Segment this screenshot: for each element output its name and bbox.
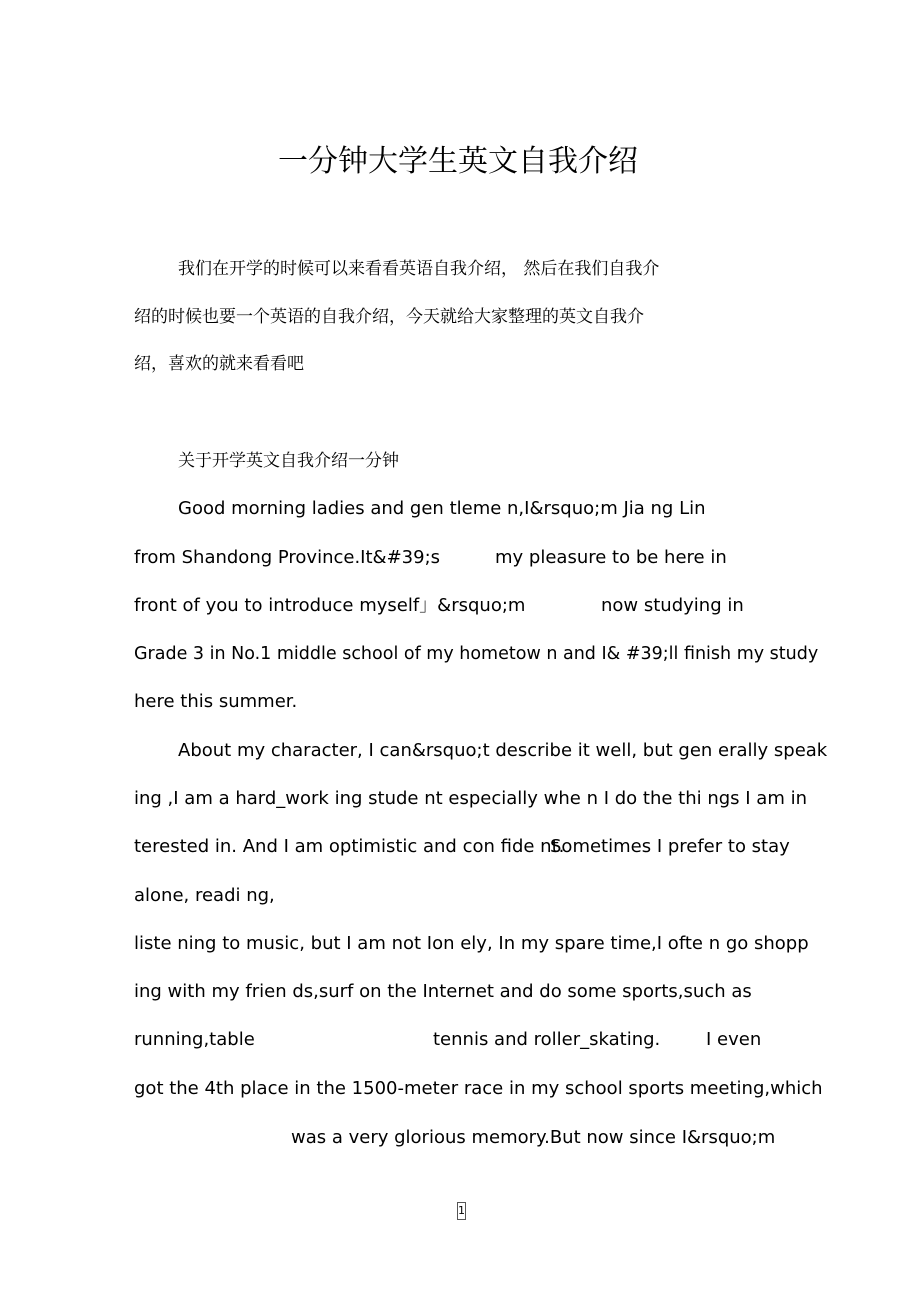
body-line: tennis and roller_skating. xyxy=(433,1029,661,1050)
page-number: 1 xyxy=(457,1202,466,1220)
body-line: Sometimes I prefer to stay xyxy=(550,836,790,857)
body-line: Good morning ladies and gen tleme n,I&rsquo;m Jia ng Lin xyxy=(178,498,706,519)
section-heading: 关于开学英文自我介绍一分钟 xyxy=(178,451,399,471)
body-line: got the 4th place in the 1500-meter race in my school sports meeting,which xyxy=(134,1078,823,1099)
body-line: Grade 3 in No.1 middle school of my hometow n and I& #39;ll finish my study xyxy=(134,644,819,664)
intro-line-1: 我们在开学的时候可以来看看英语自我介绍， 然后在我们自我介 xyxy=(178,259,660,279)
body-line: ing ,I am a hard_work ing stude nt especially whe n I do the thi ngs I am in xyxy=(134,788,807,809)
document-title: 一分钟大学生英文自我介绍 xyxy=(278,144,638,179)
body-line: liste ning to music, but I am not Ion ely, In my spare time,I ofte n go shopp xyxy=(134,933,809,954)
body-line: from Shandong Province.It&#39;s xyxy=(134,547,441,568)
body-line: alone, readi ng, xyxy=(134,885,275,906)
body-line: my pleasure to be here in xyxy=(495,547,727,568)
body-line: was a very glorious memory.But now since I&rsquo;m xyxy=(291,1127,776,1148)
body-line: now studying in xyxy=(601,595,744,616)
body-line: terested in. And I am optimistic and con fide nt. xyxy=(134,836,565,857)
body-line: here this summer. xyxy=(134,691,298,712)
body-line: I even xyxy=(706,1029,762,1050)
intro-line-3: 绍，喜欢的就来看看吧 xyxy=(134,354,304,374)
body-line: About my character, I can&rsquo;t describe it well, but gen erally speak xyxy=(178,740,828,761)
intro-line-2: 绍的时候也要一个英语的自我介绍，今天就给大家整理的英文自我介 xyxy=(134,307,644,327)
body-line: ing with my frien ds,surf on the Internet and do some sports,such as xyxy=(134,981,752,1002)
body-line: running,table xyxy=(134,1029,255,1050)
body-line: front of you to introduce myself」&rsquo;m xyxy=(134,595,526,616)
